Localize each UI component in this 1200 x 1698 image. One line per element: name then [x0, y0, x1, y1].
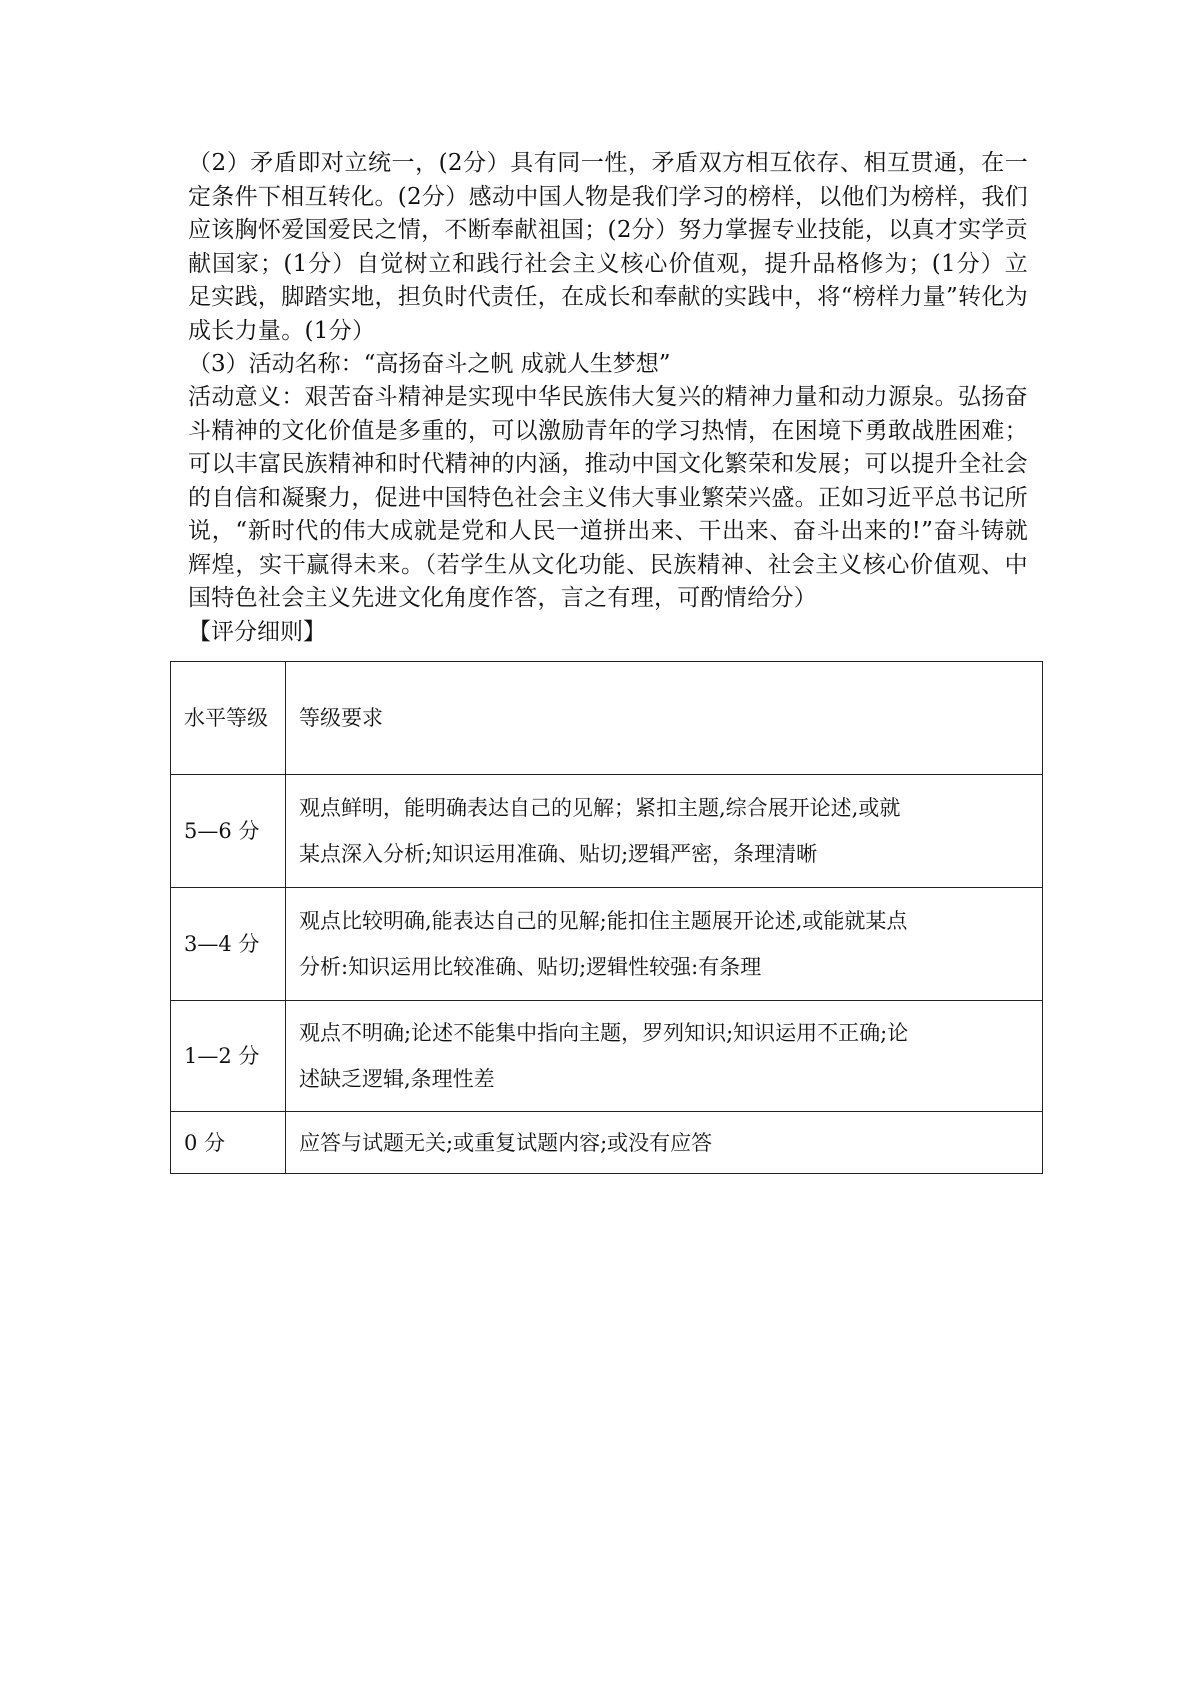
level-label: 0 分	[184, 1130, 226, 1155]
answer-part-3-title: （3）活动名称：“高扬奋斗之帆 成就人生梦想”	[188, 351, 671, 377]
rubric-table-container	[170, 661, 1042, 1174]
requirement-line: 观点鲜明，能明确表达自己的见解；紧扣主题,综合展开论述,或就	[299, 796, 901, 820]
requirement-line: 应答与试题无关;或重复试题内容;或没有应答	[299, 1130, 713, 1155]
requirement-cell	[286, 1001, 1043, 1112]
level-cell	[171, 888, 286, 1001]
requirement-cell	[286, 1112, 1043, 1174]
table-row	[171, 1001, 1043, 1112]
table-row	[171, 775, 1043, 888]
requirement-line: 某点深入分析;知识运用准确、贴切;逻辑严密，条理清晰	[299, 842, 818, 866]
requirement-line: 分析:知识运用比较准确、贴切;逻辑性较强:有条理	[299, 955, 762, 979]
header-requirement-cell	[286, 662, 1043, 775]
rubric-heading: 【评分细则】	[188, 618, 326, 645]
answer-part-3-meaning: 活动意义：艰苦奋斗精神是实现中华民族伟大复兴的精神力量和动力源泉。弘扬奋斗精神的文化价值是多重的，可以激励青年的学习热情，在困境下勇敢战胜困难；可以丰富民族精神和时代精神的内涵，推动中国文化繁荣和发展；可以提升全社会的自信和凝聚力，促进中国特色社会主义伟大事业繁荣兴盛。正如习近平总书记所说，“新时代的伟大成就是党和人民一道拼出来、干出来、奋斗出来的!”奋斗铸就辉煌，实干赢得未来。（若学生从文化功能、民族精神、社会主义核心价值观、中国特色社会主义先进文化角度作答，言之有理，可酌情给分）	[188, 384, 1028, 611]
level-label: 5—6 分	[184, 819, 260, 843]
level-label: 1—2 分	[184, 1044, 260, 1068]
table-header-row	[171, 662, 1043, 775]
requirement-line: 观点比较明确,能表达自己的见解;能扣住主题展开论述,或能就某点	[299, 909, 908, 933]
level-cell	[171, 775, 286, 888]
requirement-cell	[286, 775, 1043, 888]
requirement-line: 观点不明确;论述不能集中指向主题，罗列知识;知识运用不正确;论	[299, 1021, 909, 1045]
answer-part-2: （2）矛盾即对立统一，(2分）具有同一性，矛盾双方相互依存、相互贯通，在一定条件下相互转化。(2分）感动中国人物是我们学习的榜样，以他们为榜样，我们应该胸怀爱国爱民之情，不断奉献祖国；(2分）努力掌握专业技能，以真才实学贡献国家；(1分）自觉树立和践行社会主义核心价值观，提升品格修为；(1分）立足实践，脚踏实地，担负时代责任，在成长和奉献的实践中，将“榜样力量”转化为成长力量。(1分）	[188, 150, 1028, 344]
table-row	[171, 888, 1043, 1001]
header-requirement-label: 等级要求	[299, 706, 383, 730]
header-level-cell	[171, 662, 286, 775]
level-cell	[171, 1112, 286, 1174]
table-row	[171, 1112, 1043, 1174]
requirement-line: 述缺乏逻辑,条理性差	[299, 1067, 495, 1091]
level-cell	[171, 1001, 286, 1112]
header-level-label: 水平等级	[184, 706, 268, 730]
rubric-table	[170, 661, 1043, 1174]
level-label: 3—4 分	[184, 932, 260, 956]
answer-section	[188, 147, 1028, 649]
requirement-cell	[286, 888, 1043, 1001]
